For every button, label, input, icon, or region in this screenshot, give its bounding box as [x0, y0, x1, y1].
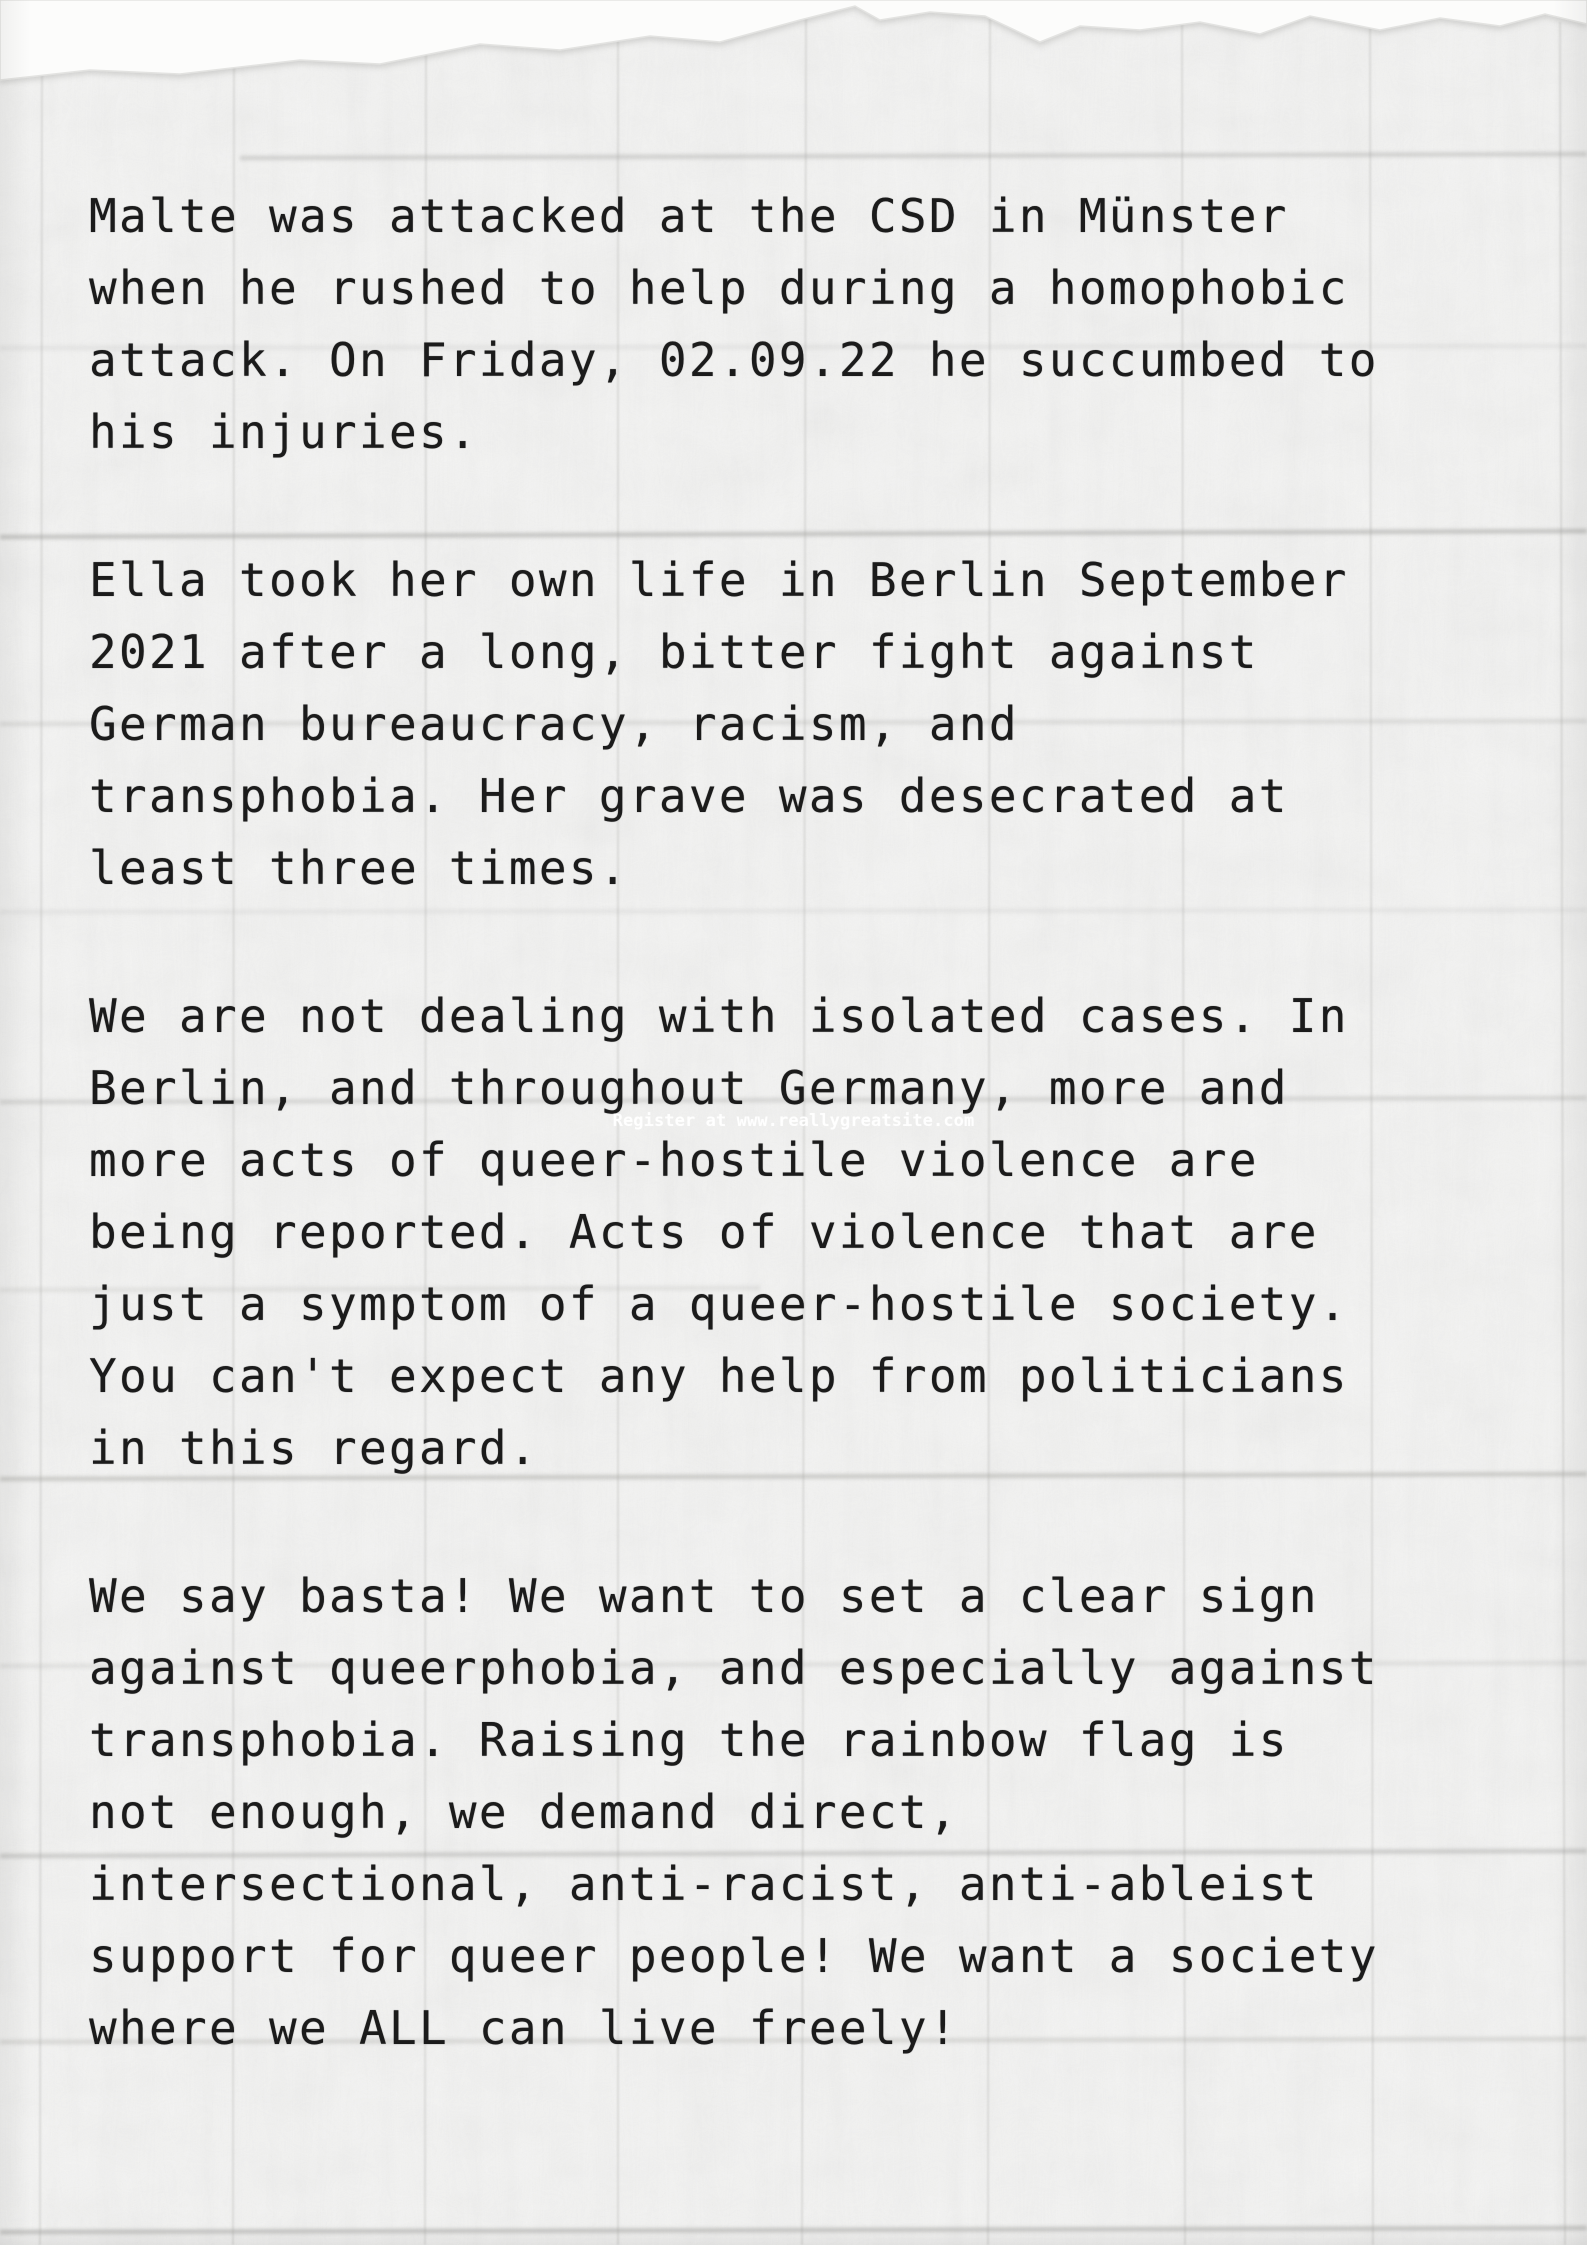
paragraph-malte: Malte was attacked at the CSD in Münster when he rushed to help during a homophobic attack. On Friday, 02.09.22 he succumbed to his injuries.: [89, 189, 1379, 459]
paragraph-ella: Ella took her own life in Berlin September 2021 after a long, bitter fight against German bureaucracy, racism, and transphobia. Her grave was desecrated at least three times.: [89, 553, 1349, 895]
edge-shading-bottom: [0, 2227, 1587, 2245]
watermark-register-text: Register at www.reallygreatsite.com: [612, 1111, 975, 1131]
paragraph-not-isolated: We are not dealing with isolated cases. In Berlin, and throughout Germany, more and more acts of queer-hostile violence are being reported. Acts of violence that are just a symptom of a queer-hostile society. You can't expect any help from politicians in this regard.: [89, 989, 1349, 1475]
paragraph-we-say-basta: We say basta! We want to set a clear sign against queerphobia, and especially against transphobia. Raising the rainbow flag is not enough, we demand direct, intersectional, anti-racist, anti-ableist support for queer people! We want a society where we ALL can live freely!: [89, 1569, 1379, 2055]
